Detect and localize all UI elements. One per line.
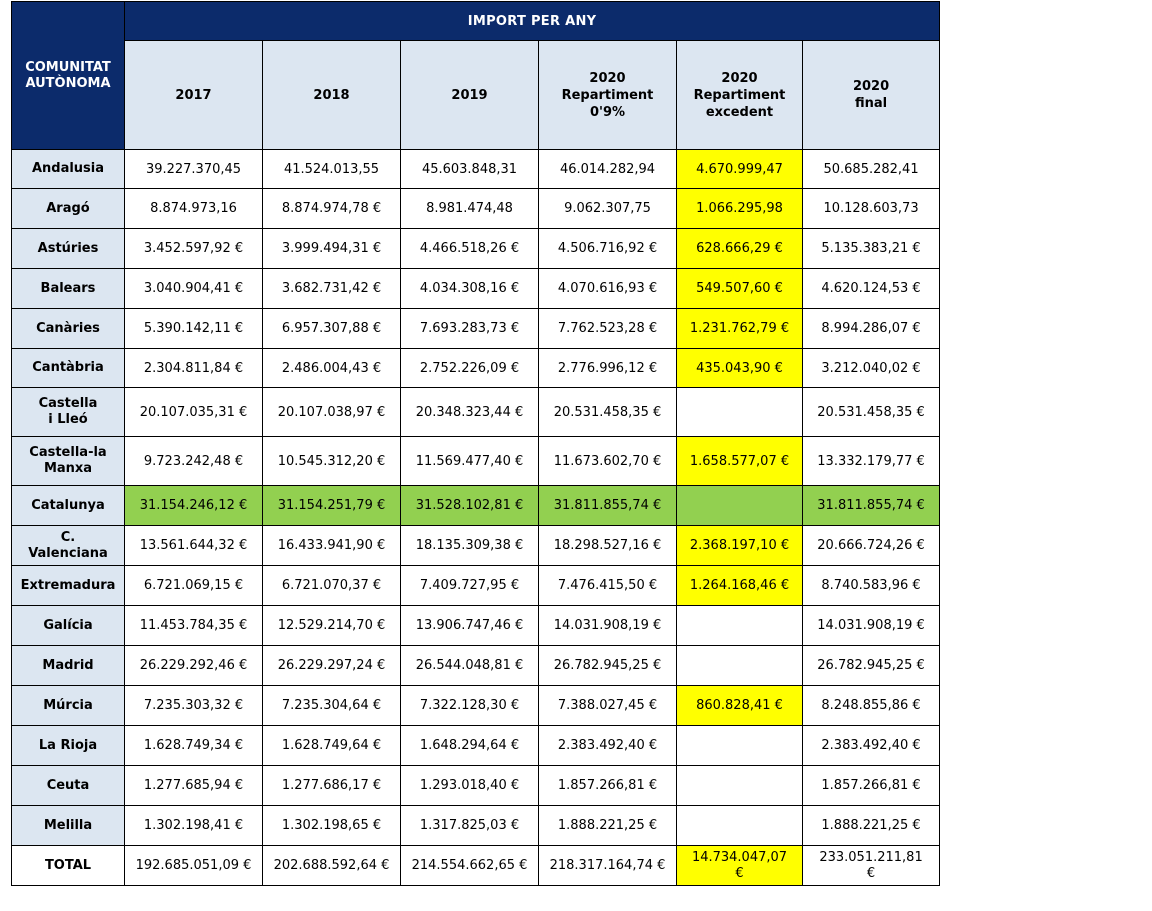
cell-c-valenciana-2020-repartiment: 18.298.527,16 € bbox=[539, 526, 677, 566]
community-column-header: COMUNITAT AUTÒNOMA bbox=[12, 2, 125, 150]
import-table bbox=[11, 1, 940, 886]
cell-castella-i-lleo-2018: 20.107.038,97 € bbox=[263, 388, 401, 437]
cell-extremadura-2017: 6.721.069,15 € bbox=[125, 566, 263, 606]
cell-cantabria-2019: 2.752.226,09 € bbox=[401, 349, 539, 388]
table-row-madrid bbox=[12, 646, 940, 686]
cell-catalunya-2019: 31.528.102,81 € bbox=[401, 486, 539, 526]
cell-total-2018: 202.688.592,64 € bbox=[263, 846, 401, 886]
cell-arago-2017: 8.874.973,16 bbox=[125, 189, 263, 229]
cell-c-valenciana-2020-excedent: 2.368.197,10 € bbox=[677, 526, 803, 566]
cell-murcia-2018: 7.235.304,64 € bbox=[263, 686, 401, 726]
cell-andalusia-2020-final: 50.685.282,41 bbox=[803, 150, 940, 189]
cell-cantabria-2018: 2.486.004,43 € bbox=[263, 349, 401, 388]
cell-asturies-2018: 3.999.494,31 € bbox=[263, 229, 401, 269]
cell-cantabria-2020-final: 3.212.040,02 € bbox=[803, 349, 940, 388]
cell-galicia-2017: 11.453.784,35 € bbox=[125, 606, 263, 646]
cell-catalunya-2020-final: 31.811.855,74 € bbox=[803, 486, 940, 526]
table-row-catalunya bbox=[12, 486, 940, 526]
table-row-melilla bbox=[12, 806, 940, 846]
cell-extremadura-2018: 6.721.070,37 € bbox=[263, 566, 401, 606]
cell-asturies-2020-repartiment: 4.506.716,92 € bbox=[539, 229, 677, 269]
cell-balears-2019: 4.034.308,16 € bbox=[401, 269, 539, 309]
cell-asturies-2020-final: 5.135.383,21 € bbox=[803, 229, 940, 269]
cell-castella-la-manxa-2018: 10.545.312,20 € bbox=[263, 437, 401, 486]
cell-melilla-2020-repartiment: 1.888.221,25 € bbox=[539, 806, 677, 846]
cell-melilla-2018: 1.302.198,65 € bbox=[263, 806, 401, 846]
cell-murcia-2019: 7.322.128,30 € bbox=[401, 686, 539, 726]
table-row-castella-la-manxa bbox=[12, 437, 940, 486]
cell-andalusia-2019: 45.603.848,31 bbox=[401, 150, 539, 189]
row-label-castella-la-manxa: Castella-la Manxa bbox=[12, 437, 125, 486]
cell-total-2020-final: 233.051.211,81 € bbox=[803, 846, 940, 886]
row-label-cantabria: Cantàbria bbox=[12, 349, 125, 388]
cell-melilla-2019: 1.317.825,03 € bbox=[401, 806, 539, 846]
row-label-balears: Balears bbox=[12, 269, 125, 309]
cell-castella-i-lleo-2020-final: 20.531.458,35 € bbox=[803, 388, 940, 437]
row-label-canaries: Canàries bbox=[12, 309, 125, 349]
cell-murcia-2020-final: 8.248.855,86 € bbox=[803, 686, 940, 726]
cell-total-2017: 192.685.051,09 € bbox=[125, 846, 263, 886]
cell-galicia-2020-final: 14.031.908,19 € bbox=[803, 606, 940, 646]
row-label-castella-i-lleo: Castella i Lleó bbox=[12, 388, 125, 437]
row-label-ceuta: Ceuta bbox=[12, 766, 125, 806]
cell-melilla-2017: 1.302.198,41 € bbox=[125, 806, 263, 846]
cell-castella-la-manxa-2020-repartiment: 11.673.602,70 € bbox=[539, 437, 677, 486]
cell-la-rioja-2020-final: 2.383.492,40 € bbox=[803, 726, 940, 766]
cell-ceuta-2017: 1.277.685,94 € bbox=[125, 766, 263, 806]
cell-canaries-2019: 7.693.283,73 € bbox=[401, 309, 539, 349]
cell-galicia-2020-excedent bbox=[677, 606, 803, 646]
cell-canaries-2017: 5.390.142,11 € bbox=[125, 309, 263, 349]
cell-canaries-2020-repartiment: 7.762.523,28 € bbox=[539, 309, 677, 349]
cell-murcia-2020-repartiment: 7.388.027,45 € bbox=[539, 686, 677, 726]
cell-galicia-2018: 12.529.214,70 € bbox=[263, 606, 401, 646]
cell-la-rioja-2020-excedent bbox=[677, 726, 803, 766]
row-label-melilla: Melilla bbox=[12, 806, 125, 846]
cell-andalusia-2020-excedent: 4.670.999,47 bbox=[677, 150, 803, 189]
column-header-2019: 2019 bbox=[401, 41, 539, 150]
table-row-asturies bbox=[12, 229, 940, 269]
cell-total-2020-repartiment: 218.317.164,74 € bbox=[539, 846, 677, 886]
cell-catalunya-2020-excedent bbox=[677, 486, 803, 526]
header-row-years bbox=[12, 41, 940, 150]
cell-cantabria-2020-repartiment: 2.776.996,12 € bbox=[539, 349, 677, 388]
column-header-2020-repartiment: 2020 Repartiment 0'9% bbox=[539, 41, 677, 150]
cell-c-valenciana-2020-final: 20.666.724,26 € bbox=[803, 526, 940, 566]
table-row-galicia bbox=[12, 606, 940, 646]
cell-castella-i-lleo-2017: 20.107.035,31 € bbox=[125, 388, 263, 437]
cell-ceuta-2020-final: 1.857.266,81 € bbox=[803, 766, 940, 806]
table-row-total bbox=[12, 846, 940, 886]
cell-madrid-2018: 26.229.297,24 € bbox=[263, 646, 401, 686]
cell-galicia-2019: 13.906.747,46 € bbox=[401, 606, 539, 646]
cell-asturies-2017: 3.452.597,92 € bbox=[125, 229, 263, 269]
cell-galicia-2020-repartiment: 14.031.908,19 € bbox=[539, 606, 677, 646]
cell-castella-i-lleo-2020-excedent bbox=[677, 388, 803, 437]
cell-catalunya-2017: 31.154.246,12 € bbox=[125, 486, 263, 526]
row-label-la-rioja: La Rioja bbox=[12, 726, 125, 766]
cell-andalusia-2017: 39.227.370,45 bbox=[125, 150, 263, 189]
cell-melilla-2020-final: 1.888.221,25 € bbox=[803, 806, 940, 846]
row-label-catalunya: Catalunya bbox=[12, 486, 125, 526]
header-row-group bbox=[12, 2, 940, 41]
cell-castella-la-manxa-2020-excedent: 1.658.577,07 € bbox=[677, 437, 803, 486]
row-label-c-valenciana: C. Valenciana bbox=[12, 526, 125, 566]
table-row-castella-i-lleo bbox=[12, 388, 940, 437]
cell-cantabria-2017: 2.304.811,84 € bbox=[125, 349, 263, 388]
cell-andalusia-2018: 41.524.013,55 bbox=[263, 150, 401, 189]
cell-madrid-2020-final: 26.782.945,25 € bbox=[803, 646, 940, 686]
cell-arago-2020-repartiment: 9.062.307,75 bbox=[539, 189, 677, 229]
cell-total-2019: 214.554.662,65 € bbox=[401, 846, 539, 886]
cell-castella-i-lleo-2019: 20.348.323,44 € bbox=[401, 388, 539, 437]
table-row-ceuta bbox=[12, 766, 940, 806]
row-label-andalusia: Andalusia bbox=[12, 150, 125, 189]
cell-la-rioja-2018: 1.628.749,64 € bbox=[263, 726, 401, 766]
cell-total-2020-excedent: 14.734.047,07 € bbox=[677, 846, 803, 886]
cell-extremadura-2020-repartiment: 7.476.415,50 € bbox=[539, 566, 677, 606]
column-header-2020-final: 2020 final bbox=[803, 41, 940, 150]
cell-ceuta-2020-excedent bbox=[677, 766, 803, 806]
cell-balears-2017: 3.040.904,41 € bbox=[125, 269, 263, 309]
row-label-total: TOTAL bbox=[12, 846, 125, 886]
cell-ceuta-2018: 1.277.686,17 € bbox=[263, 766, 401, 806]
import-per-year-header: IMPORT PER ANY bbox=[125, 2, 940, 41]
cell-catalunya-2018: 31.154.251,79 € bbox=[263, 486, 401, 526]
cell-c-valenciana-2017: 13.561.644,32 € bbox=[125, 526, 263, 566]
cell-cantabria-2020-excedent: 435.043,90 € bbox=[677, 349, 803, 388]
cell-madrid-2017: 26.229.292,46 € bbox=[125, 646, 263, 686]
cell-arago-2020-final: 10.128.603,73 bbox=[803, 189, 940, 229]
row-label-arago: Aragó bbox=[12, 189, 125, 229]
cell-la-rioja-2019: 1.648.294,64 € bbox=[401, 726, 539, 766]
row-label-asturies: Astúries bbox=[12, 229, 125, 269]
column-header-2020-excedent: 2020 Repartiment excedent bbox=[677, 41, 803, 150]
table-row-la-rioja bbox=[12, 726, 940, 766]
cell-canaries-2020-excedent: 1.231.762,79 € bbox=[677, 309, 803, 349]
table-row-andalusia bbox=[12, 150, 940, 189]
cell-balears-2020-final: 4.620.124,53 € bbox=[803, 269, 940, 309]
cell-extremadura-2020-final: 8.740.583,96 € bbox=[803, 566, 940, 606]
cell-canaries-2018: 6.957.307,88 € bbox=[263, 309, 401, 349]
row-label-madrid: Madrid bbox=[12, 646, 125, 686]
cell-castella-i-lleo-2020-repartiment: 20.531.458,35 € bbox=[539, 388, 677, 437]
cell-murcia-2017: 7.235.303,32 € bbox=[125, 686, 263, 726]
table-row-cantabria bbox=[12, 349, 940, 388]
cell-balears-2020-excedent: 549.507,60 € bbox=[677, 269, 803, 309]
table-row-murcia bbox=[12, 686, 940, 726]
cell-arago-2018: 8.874.974,78 € bbox=[263, 189, 401, 229]
row-label-extremadura: Extremadura bbox=[12, 566, 125, 606]
cell-balears-2018: 3.682.731,42 € bbox=[263, 269, 401, 309]
cell-melilla-2020-excedent bbox=[677, 806, 803, 846]
cell-la-rioja-2020-repartiment: 2.383.492,40 € bbox=[539, 726, 677, 766]
cell-arago-2020-excedent: 1.066.295,98 bbox=[677, 189, 803, 229]
import-table-wrapper bbox=[11, 1, 940, 886]
column-header-2017: 2017 bbox=[125, 41, 263, 150]
table-row-c-valenciana bbox=[12, 526, 940, 566]
cell-madrid-2019: 26.544.048,81 € bbox=[401, 646, 539, 686]
table-row-canaries bbox=[12, 309, 940, 349]
row-label-murcia: Múrcia bbox=[12, 686, 125, 726]
cell-c-valenciana-2018: 16.433.941,90 € bbox=[263, 526, 401, 566]
table-row-arago bbox=[12, 189, 940, 229]
cell-asturies-2019: 4.466.518,26 € bbox=[401, 229, 539, 269]
cell-murcia-2020-excedent: 860.828,41 € bbox=[677, 686, 803, 726]
table-row-balears bbox=[12, 269, 940, 309]
cell-andalusia-2020-repartiment: 46.014.282,94 bbox=[539, 150, 677, 189]
column-header-2018: 2018 bbox=[263, 41, 401, 150]
cell-castella-la-manxa-2017: 9.723.242,48 € bbox=[125, 437, 263, 486]
table-row-extremadura bbox=[12, 566, 940, 606]
cell-balears-2020-repartiment: 4.070.616,93 € bbox=[539, 269, 677, 309]
cell-extremadura-2020-excedent: 1.264.168,46 € bbox=[677, 566, 803, 606]
cell-arago-2019: 8.981.474,48 bbox=[401, 189, 539, 229]
cell-castella-la-manxa-2019: 11.569.477,40 € bbox=[401, 437, 539, 486]
cell-madrid-2020-excedent bbox=[677, 646, 803, 686]
cell-asturies-2020-excedent: 628.666,29 € bbox=[677, 229, 803, 269]
row-label-galicia: Galícia bbox=[12, 606, 125, 646]
cell-ceuta-2020-repartiment: 1.857.266,81 € bbox=[539, 766, 677, 806]
cell-c-valenciana-2019: 18.135.309,38 € bbox=[401, 526, 539, 566]
cell-canaries-2020-final: 8.994.286,07 € bbox=[803, 309, 940, 349]
cell-madrid-2020-repartiment: 26.782.945,25 € bbox=[539, 646, 677, 686]
cell-castella-la-manxa-2020-final: 13.332.179,77 € bbox=[803, 437, 940, 486]
cell-extremadura-2019: 7.409.727,95 € bbox=[401, 566, 539, 606]
cell-ceuta-2019: 1.293.018,40 € bbox=[401, 766, 539, 806]
cell-catalunya-2020-repartiment: 31.811.855,74 € bbox=[539, 486, 677, 526]
cell-la-rioja-2017: 1.628.749,34 € bbox=[125, 726, 263, 766]
